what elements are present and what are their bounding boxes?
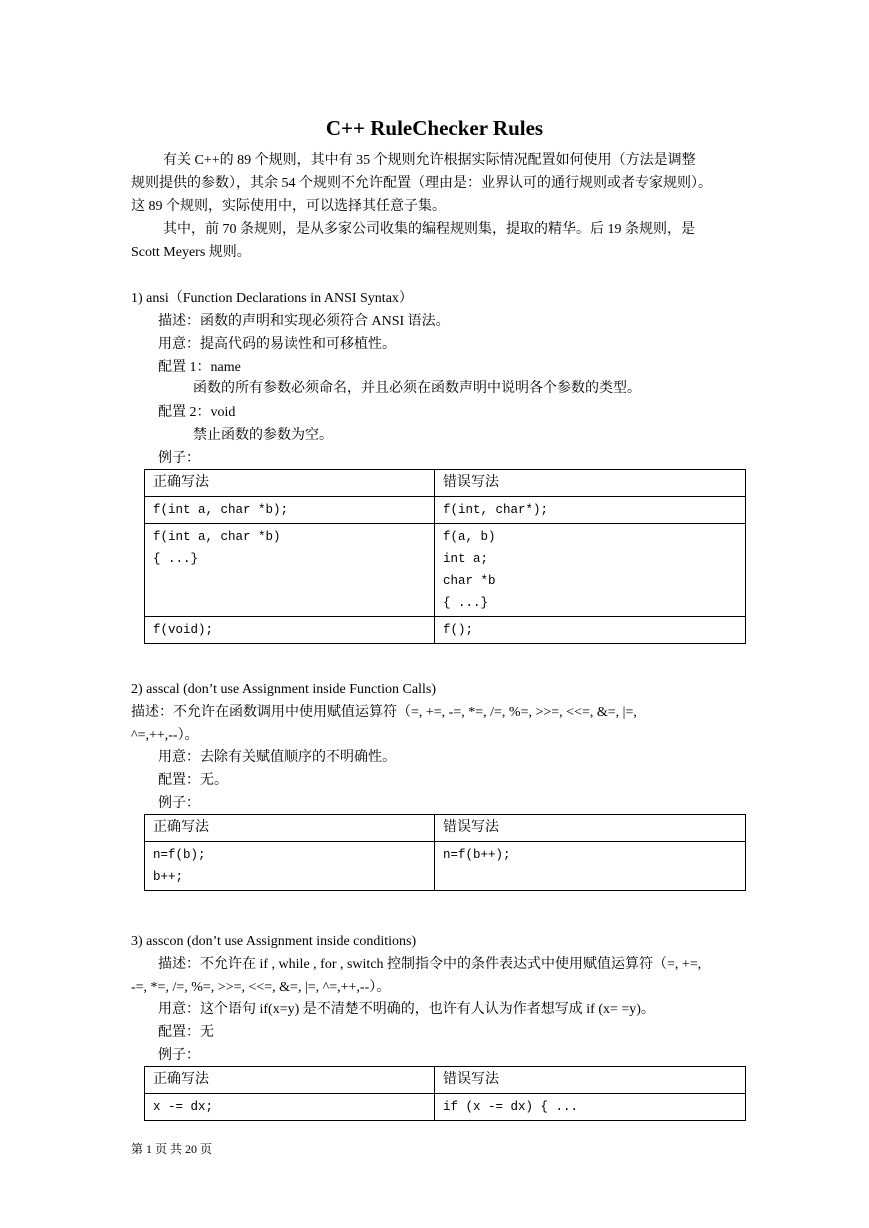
- code-line: char *b: [443, 574, 496, 588]
- code-line: f(a, b): [443, 530, 496, 544]
- table-row: [145, 497, 746, 524]
- rule-purpose: 用意：去除有关赋值顺序的不明确性。: [158, 750, 396, 765]
- code-line: b++;: [153, 870, 184, 884]
- code-line: f(int a, char *b): [153, 530, 281, 544]
- wrong-cell: f();: [435, 617, 746, 644]
- wrong-cell: f(int, char*);: [435, 497, 746, 524]
- header-wrong: 错误写法: [435, 815, 746, 842]
- rule-example-label: 例子：: [158, 1048, 200, 1063]
- table-row: [145, 842, 746, 891]
- rule-config: 配置：无。: [158, 773, 228, 788]
- rule-config: 配置 2：void: [158, 405, 236, 420]
- wrong-cell: n=f(b++);: [435, 842, 746, 891]
- rule-description: 描述：不允许在 if , while , for , switch 控制指令中的条件表达式中使用赋值运算符（=, +=,: [158, 957, 702, 972]
- intro-line: 有关 C++的 89 个规则，其中有 35 个规则允许根据实际情况配置如何使用（方法是调整: [163, 153, 696, 168]
- correct-cell: [145, 524, 435, 617]
- rule-purpose: 用意：这个语句 if(x=y) 是不清楚不明确的，也许有人认为作者想写成 if (x= =y)。: [158, 1002, 655, 1017]
- example-table: [144, 1066, 746, 1121]
- wrong-cell: [435, 524, 746, 617]
- page-footer: 第 1 页 共 20 页: [131, 1142, 213, 1156]
- rule-description: -=, *=, /=, %=, >>=, <<=, &=, |=, ^=,++,--）。: [131, 980, 391, 995]
- correct-cell: x -= dx;: [145, 1094, 435, 1121]
- code-line: { ...}: [153, 552, 199, 566]
- rule-config-detail: 函数的所有参数必须命名，并且必须在函数声明中说明各个参数的类型。: [193, 381, 641, 396]
- table-header-row: [145, 815, 746, 842]
- code-line: n=f(b);: [153, 848, 206, 862]
- header-correct: 正确写法: [145, 470, 435, 497]
- table-header-row: [145, 1067, 746, 1094]
- table-row: [145, 617, 746, 644]
- code-line: int a;: [443, 552, 489, 566]
- intro-line: 其中，前 70 条规则，是从多家公司收集的编程规则集，提取的精华。后 19 条规则，是: [163, 222, 695, 237]
- rule-example-label: 例子：: [158, 796, 200, 811]
- rule-heading: 3) asscon (don’t use Assignment inside conditions): [131, 934, 417, 949]
- rule-heading: 1) ansi（Function Declarations in ANSI Syntax）: [131, 291, 413, 306]
- rule-purpose: 用意：提高代码的易读性和可移植性。: [158, 337, 396, 352]
- header-correct: 正确写法: [145, 815, 435, 842]
- intro-line: Scott Meyers 规则。: [131, 245, 251, 260]
- rule-description: ^=,++,--）。: [131, 728, 199, 743]
- intro-line: 规则提供的参数），其余 54 个规则不允许配置（理由是：业界认可的通行规则或者专家规则）。: [131, 176, 712, 191]
- rule-heading: 2) asscal (don’t use Assignment inside Function Calls): [131, 682, 436, 697]
- table-row: [145, 1094, 746, 1121]
- table-header-row: [145, 470, 746, 497]
- correct-cell: f(int a, char *b);: [145, 497, 435, 524]
- header-wrong: 错误写法: [435, 470, 746, 497]
- header-correct: 正确写法: [145, 1067, 435, 1094]
- correct-cell: [145, 842, 435, 891]
- rule-config-detail: 禁止函数的参数为空。: [193, 428, 333, 443]
- rule-example-label: 例子：: [158, 451, 200, 466]
- wrong-cell: if (x -= dx) { ...: [435, 1094, 746, 1121]
- code-line: { ...}: [443, 596, 489, 610]
- example-table: [144, 814, 746, 891]
- rule-description: 描述：函数的声明和实现必须符合 ANSI 语法。: [158, 314, 450, 329]
- header-wrong: 错误写法: [435, 1067, 746, 1094]
- rule-config: 配置 1：name: [158, 360, 241, 375]
- intro-line: 这 89 个规则，实际使用中，可以选择其任意子集。: [131, 199, 446, 214]
- correct-cell: f(void);: [145, 617, 435, 644]
- table-row: [145, 524, 746, 617]
- rule-config: 配置：无: [158, 1025, 214, 1040]
- example-table: [144, 469, 746, 644]
- page-title: C++ RuleChecker Rules: [325, 116, 544, 140]
- rule-description: 描述：不允许在函数调用中使用赋值运算符（=, +=, -=, *=, /=, %=, >>=, <<=, &=, |=,: [131, 705, 637, 720]
